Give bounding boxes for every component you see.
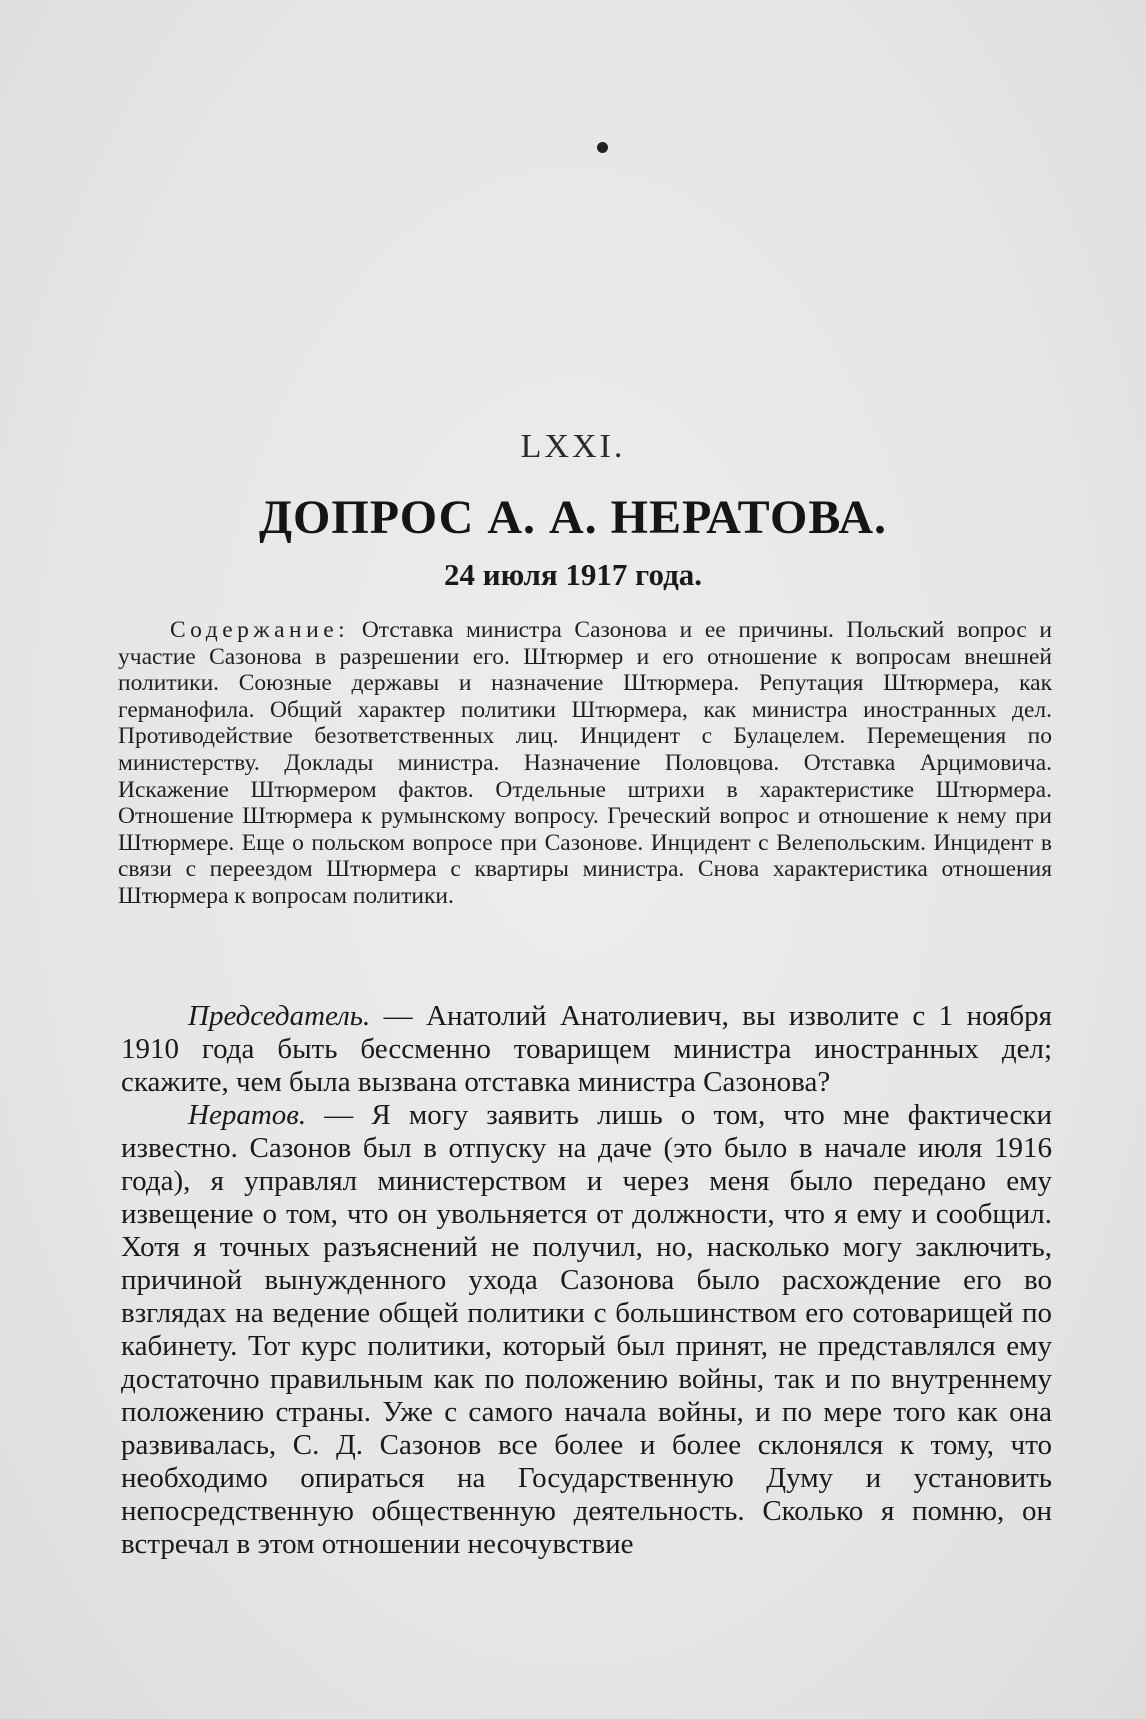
contents-summary	[118, 617, 1052, 910]
paragraph	[121, 1000, 1052, 1099]
paragraph-text: — Я могу заявить лишь о том, что мне фактически известно. Сазонов был в отпуску на даче (это было в начале июля 1916 года), я управлял министерством и через меня было передано ему извещение о том, что он увольняется от должности, что я ему и сообщил. Хотя я точных разъяснений не получил, но, насколько могу заключить, причиной вынужденного ухода Сазонова было расхождение его во взглядах на ведение общей политики с большинством его сотоварищей по кабинету. Тот курс политики, который был принят, не представлялся ему достаточно правильным как по положению войны, так и по внутреннему положению страны. Уже с самого начала войны, и по мере того как она развивалась, С. Д. Сазонов все более и более склонялся к тому, что необходимо опираться на Государственную Думу и установить непосредственную общественную деятельность. Сколько я помню, он встречал в этом отношении несочувствие	[121, 1099, 1053, 1560]
contents-label: Содержание:	[170, 617, 350, 643]
paragraph-text: — Анатолий Анатолиевич, вы изволите с 1 ноября 1910 года быть бессменно товарищем министра иностранных дел; скажите, чем была вызвана отставка министра Сазонова?	[121, 1000, 1052, 1098]
chapter-date: 24 июля 1917 года.	[443, 557, 703, 592]
speaker-name: Нератов.	[188, 1099, 307, 1131]
chapter-number: LXXI.	[520, 428, 626, 465]
paragraph	[121, 1099, 1052, 1561]
ornament-dot	[597, 142, 608, 153]
contents-text: Отставка министра Сазонова и ее причины. Польский вопрос и участие Сазонова в разрешении его. Штюрмер и его отношение к вопросам внешней политики. Союзные державы и назначение Штюрмера. Репутация Штюрмера, как германофила. Общий характер политики Штюрмера, как министра иностранных дел. Противодействие безответственных лиц. Инцидент с Булацелем. Перемещения по министерству. Доклады министра. Назначение Половцова. Отставка Арцимовича. Искажение Штюрмером фактов. Отдельные штрихи в характеристике Штюрмера. Отношение Штюрмера к румынскому вопросу. Греческий вопрос и отношение к нему при Штюрмере. Еще о польском вопросе при Сазонове. Инцидент с Велепольским. Инцидент в связи с переездом Штюрмера с квартиры министра. Снова характеристика отношения Штюрмера к вопросам политики.	[118, 617, 1053, 909]
speaker-name: Председатель.	[188, 1000, 371, 1032]
interrogation-text	[121, 1000, 1052, 1561]
chapter-title: ДОПРОС А. А. НЕРАТОВА.	[259, 491, 887, 544]
